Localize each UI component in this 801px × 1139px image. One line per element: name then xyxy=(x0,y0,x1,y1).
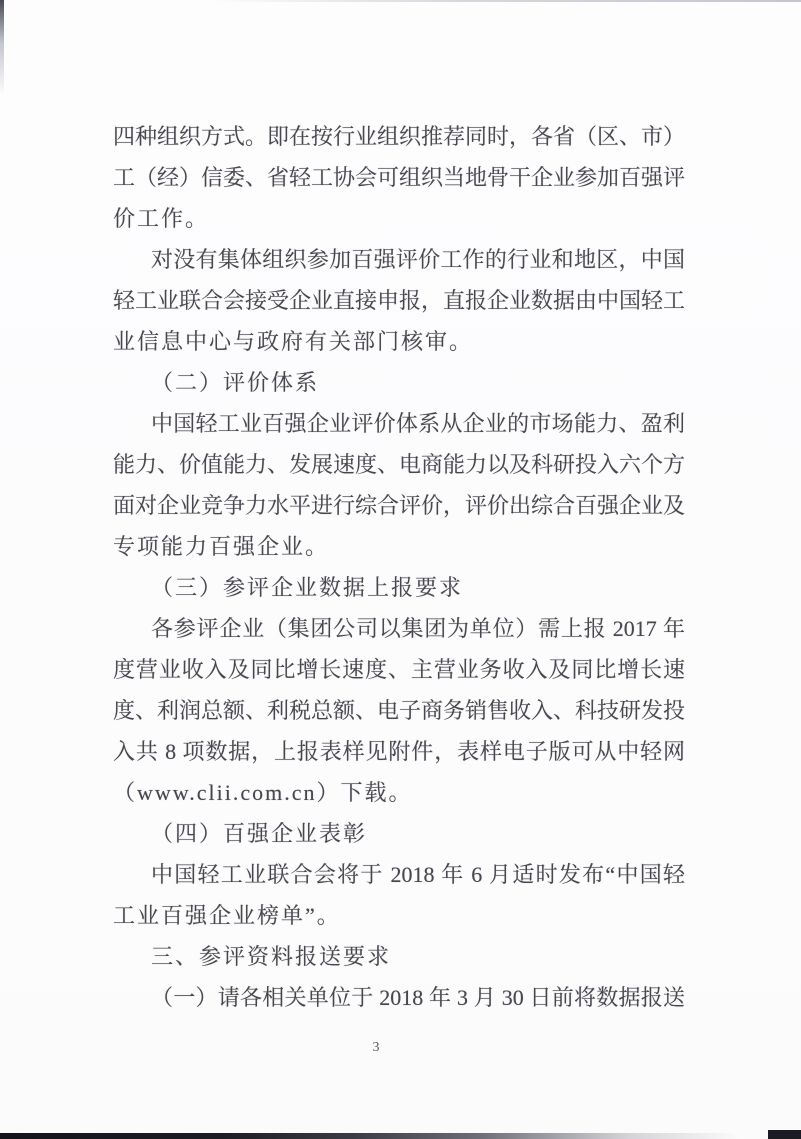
text-line: 各参评企业（集团公司以集团为单位）需上报 2017 年 xyxy=(151,616,685,641)
text-block xyxy=(113,116,685,1018)
text-line: （二）评价体系 xyxy=(151,370,320,395)
text-line: 三、参评资料报送要求 xyxy=(151,944,392,969)
text-line: 轻工业联合会接受企业直接申报，直报企业数据由中国轻工 xyxy=(113,288,686,313)
text-line: 度营业收入及同比增长速度、主营业务收入及同比增长速 xyxy=(113,657,685,682)
text-line: 业信息中心与政府有关部门核审。 xyxy=(113,329,474,354)
text-line: （一）请各相关单位于 2018 年 3 月 30 日前将数据报送 xyxy=(151,985,685,1010)
text-line: 能力、价值能力、发展速度、电商能力以及科研投入六个方 xyxy=(113,452,686,477)
text-line: 四种组织方式。即在按行业组织推荐同时，各省（区、市） xyxy=(113,124,686,149)
text-line: 中国轻工业联合会将于 2018 年 6 月适时发布“中国轻 xyxy=(151,862,685,887)
scan-artifact-bottom-edge xyxy=(0,1133,740,1139)
text-line: （www.clii.com.cn）下载。 xyxy=(113,780,413,805)
text-line: 中国轻工业百强企业评价体系从企业的市场能力、盈利 xyxy=(151,411,685,436)
text-line: 对没有集体组织参加百强评价工作的行业和地区，中国 xyxy=(151,247,685,272)
text-line: 价工作。 xyxy=(113,206,210,231)
scan-artifact-left-edge xyxy=(0,0,4,95)
scan-artifact-top-edge xyxy=(210,0,801,2)
page-number: 3 xyxy=(372,1040,380,1055)
scan-artifact-bottom-right-corner xyxy=(768,1130,801,1139)
text-line: 工业百强企业榜单”。 xyxy=(113,903,341,928)
text-line: （三）参评企业数据上报要求 xyxy=(151,575,464,600)
text-line: 面对企业竞争力水平进行综合评价，评价出综合百强企业及 xyxy=(113,493,686,518)
text-line: （四）百强企业表彰 xyxy=(151,821,368,846)
text-line: 度、利润总额、利税总额、电子商务销售收入、科技研发投 xyxy=(113,698,686,723)
text-line: 入共 8 项数据，上报表样见附件，表样电子版可从中轻网 xyxy=(113,739,685,764)
text-line: 专项能力百强企业。 xyxy=(113,534,330,559)
text-line: 工（经）信委、省轻工协会可组织当地骨干企业参加百强评 xyxy=(113,165,686,190)
